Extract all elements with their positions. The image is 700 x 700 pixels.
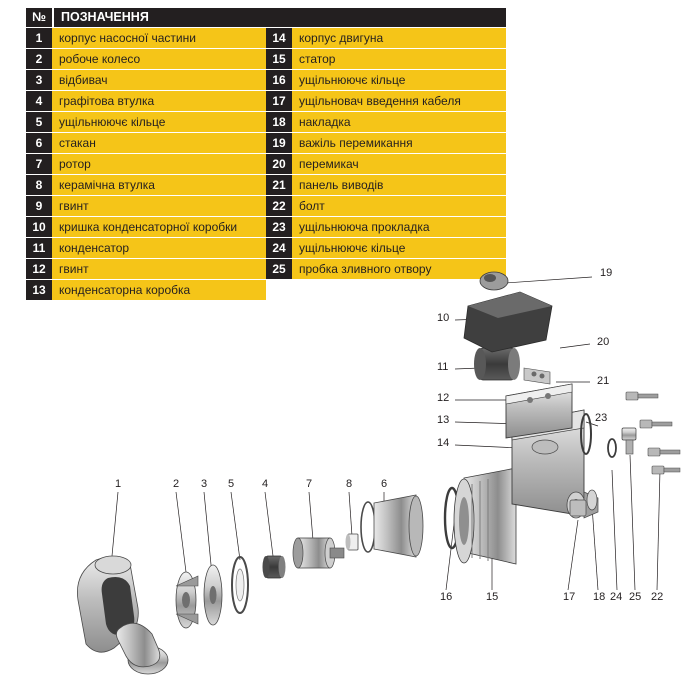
legend-column-left: [26, 27, 266, 300]
legend-row-label: конденсатор: [52, 238, 266, 258]
legend-row: [26, 133, 266, 153]
callout-8: 8: [346, 478, 353, 490]
callout-18: 18: [593, 591, 606, 603]
legend-row-label: панель виводів: [292, 175, 506, 195]
legend-row-label: гвинт: [52, 196, 266, 216]
part-motor-housing: [512, 410, 598, 518]
part-cover-plate-18: [587, 490, 597, 510]
callout-21: 21: [597, 375, 610, 387]
legend-row-num: 5: [26, 112, 52, 132]
legend-row-num: 18: [266, 112, 292, 132]
part-capacitor: [474, 348, 520, 380]
legend-row: [26, 259, 266, 279]
legend-row: [266, 133, 506, 153]
legend-column-right: [266, 27, 506, 300]
legend-row-num: 13: [26, 280, 52, 300]
part-cable-gland-17: [570, 500, 586, 516]
callout-23: 23: [595, 412, 608, 424]
callout-12: 12: [437, 392, 450, 404]
legend-row: [266, 91, 506, 111]
legend-row-label: графітова втулка: [52, 91, 266, 111]
legend-row-label: ротор: [52, 154, 266, 174]
part-bolts-22: [626, 392, 680, 474]
legend-row-num: 19: [266, 133, 292, 153]
legend-row: [266, 175, 506, 195]
legend-row: [266, 70, 506, 90]
legend-row-num: 20: [266, 154, 292, 174]
legend-row: [266, 28, 506, 48]
legend-row: [26, 49, 266, 69]
legend-row-num: 21: [266, 175, 292, 195]
legend-header: [26, 8, 506, 27]
legend-row-label: накладка: [292, 112, 506, 132]
legend-row-label: ущільнюючє кільце: [292, 238, 506, 258]
legend-row: [26, 91, 266, 111]
legend-row: [26, 175, 266, 195]
legend-row-label: робоче колесо: [52, 49, 266, 69]
legend-row-label: корпус двигуна: [292, 28, 506, 48]
legend-row: [266, 49, 506, 69]
legend-row-num: 24: [266, 238, 292, 258]
part-drain-plug-25: [622, 428, 636, 454]
legend-row-num: 2: [26, 49, 52, 69]
legend-row-label: болт: [292, 196, 506, 216]
legend-row-num: 10: [26, 217, 52, 237]
legend-row-label: статор: [292, 49, 506, 69]
legend-row: [266, 154, 506, 174]
callout-leader-lines: [112, 277, 660, 590]
callout-6: 6: [381, 478, 388, 490]
callout-3: 3: [201, 478, 208, 490]
legend-row: [26, 28, 266, 48]
legend-row-label: важіль перемикання: [292, 133, 506, 153]
legend-row-label: корпус насосної частини: [52, 28, 266, 48]
legend-row: [26, 154, 266, 174]
callout-19: 19: [600, 267, 613, 279]
legend-row-label: ущільновач введення кабеля: [292, 91, 506, 111]
legend-row-num: 6: [26, 133, 52, 153]
part-deflector: [204, 565, 222, 625]
part-gasket-23: [581, 414, 591, 454]
legend-row-label: конденсаторна коробка: [52, 280, 266, 300]
part-ceramic-bushing: [346, 534, 359, 550]
legend-row: [26, 238, 266, 258]
legend-table: [26, 8, 506, 300]
callout-16: 16: [440, 591, 453, 603]
legend-row: [26, 70, 266, 90]
legend-row: [266, 238, 506, 258]
legend-row-label: ущільнююча прокладка: [292, 217, 506, 237]
legend-row-num: 16: [266, 70, 292, 90]
legend-row-num: 25: [266, 259, 292, 279]
legend-row-label: ущільнюючє кільце: [292, 70, 506, 90]
callout-2: 2: [173, 478, 180, 490]
part-pump-housing: [77, 556, 168, 674]
callout-22: 22: [651, 591, 664, 603]
legend-header-num: №: [26, 8, 54, 27]
legend-row-num: 8: [26, 175, 52, 195]
callout-15: 15: [486, 591, 499, 603]
part-rotor: [293, 538, 344, 568]
callout-24: 24: [610, 591, 623, 603]
part-graphite-bushing: [263, 556, 286, 578]
legend-row-label: стакан: [52, 133, 266, 153]
legend-row-num: 4: [26, 91, 52, 111]
legend-row: [26, 217, 266, 237]
callout-14: 14: [437, 437, 450, 449]
legend-row-num: 22: [266, 196, 292, 216]
legend-row-num: 14: [266, 28, 292, 48]
part-sealing-ring-24: [608, 439, 616, 457]
legend-row-label: пробка зливного отвору: [292, 259, 506, 279]
callout-17: 17: [563, 591, 576, 603]
callout-1: 1: [115, 478, 122, 490]
legend-row: [26, 112, 266, 132]
part-cup: [361, 495, 423, 557]
callout-7: 7: [306, 478, 313, 490]
part-sealing-ring-16: [445, 488, 459, 548]
part-capacitor-box: [506, 384, 572, 438]
legend-row-label: кришка конденсаторної коробки: [52, 217, 266, 237]
legend-row-num: 1: [26, 28, 52, 48]
part-stator: [454, 468, 516, 564]
part-impeller: [176, 572, 198, 628]
callout-25: 25: [629, 591, 642, 603]
legend-header-title: ПОЗНАЧЕННЯ: [61, 10, 149, 24]
legend-row-num: 3: [26, 70, 52, 90]
part-terminal-panel: [524, 368, 550, 384]
legend-row: [26, 280, 266, 300]
callout-4: 4: [262, 478, 269, 490]
legend-row-label: ущільнюючє кільце: [52, 112, 266, 132]
legend-row: [266, 217, 506, 237]
legend-row-num: 9: [26, 196, 52, 216]
part-sealing-ring-5: [232, 557, 248, 613]
legend-row-num: 12: [26, 259, 52, 279]
legend-row-num: 17: [266, 91, 292, 111]
callout-20: 20: [597, 336, 610, 348]
legend-row-num: 11: [26, 238, 52, 258]
legend-row: [266, 112, 506, 132]
callout-13: 13: [437, 414, 450, 426]
legend-row-num: 23: [266, 217, 292, 237]
legend-row-label: відбивач: [52, 70, 266, 90]
legend-row-label: гвинт: [52, 259, 266, 279]
legend-row: [26, 196, 266, 216]
legend-row-num: 7: [26, 154, 52, 174]
callout-10: 10: [437, 312, 450, 324]
callout-5: 5: [228, 478, 235, 490]
legend-row: [266, 259, 506, 279]
callout-11: 11: [437, 361, 449, 373]
part-capacitor-box-cover: [464, 292, 552, 352]
legend-row-label: керамічна втулка: [52, 175, 266, 195]
legend-row-num: 15: [266, 49, 292, 69]
legend-row: [266, 196, 506, 216]
legend-row-label: перемикач: [292, 154, 506, 174]
